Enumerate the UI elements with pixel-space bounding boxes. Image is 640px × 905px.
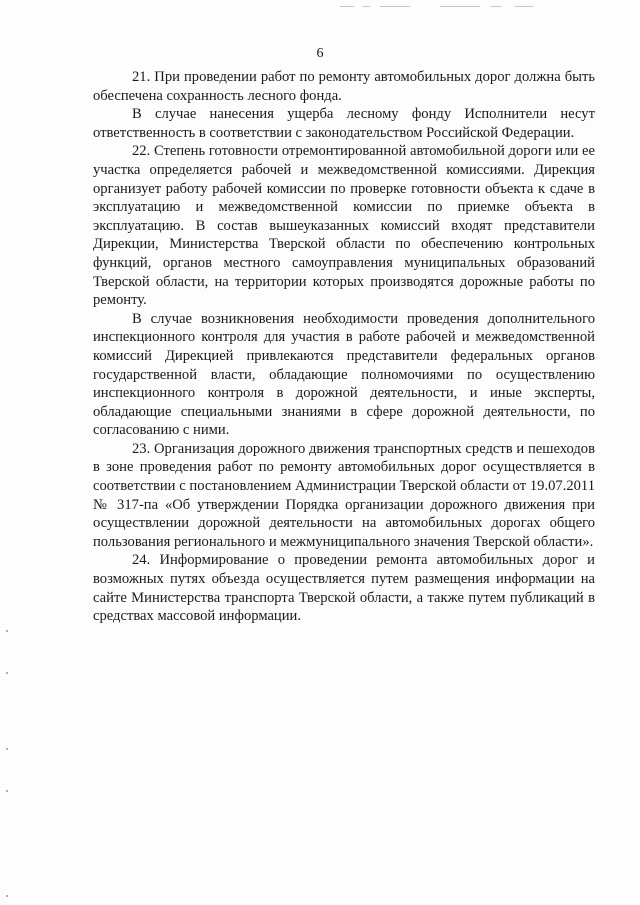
scan-edge-mark (6, 630, 8, 632)
scan-edge-mark (6, 748, 8, 750)
paragraph-23: 23. Организация дорожного движения транспортных средств и пешеходов в зоне проведения работ по ремонту автомобильных дорог осуществляется в соответствии с постановлением Администрации Тверской области от 19.07.2011 № 317-па «Об утверждении Порядка организации дорожного движения при осуществлении дорожной деятельности на автомобильных дорогах общего пользования регионального и межмуниципального значения Тверской области». (93, 440, 595, 550)
paragraph-21: 21. При проведении работ по ремонту автомобильных дорог должна быть обеспечена сохранность лесного фонда. (93, 69, 595, 104)
document-body (93, 68, 595, 626)
page-number: 6 (316, 46, 324, 61)
scan-artifacts (340, 6, 540, 10)
scan-edge-mark (6, 790, 8, 792)
scan-edge-mark (6, 672, 8, 674)
paragraph-24: 24. Информирование о проведении ремонта автомобильных дорог и возможных путях объезда осуществляется путем размещения информации на сайте Министерства транспорта Тверской области, а также путем публикаций в средствах массовой информации. (93, 552, 595, 625)
paragraph-22: 22. Степень готовности отремонтированной автомобильной дороги или ее участка определяется рабочей и межведомственной комиссиями. Дирекция организует работу рабочей комиссии по проверке готовности объекта к сдаче в эксплуатацию и межведомственной комиссии по приемке объекта в эксплуатацию. В состав вышеуказанных комиссий входят представители Дирекции, Министерства Тверской области по обеспечению контрольных функций, органов местного самоуправления муниципальных образований Тверской области, на территории которых производятся дорожные работы по ремонту. (93, 143, 595, 309)
paragraph-21-damage: В случае нанесения ущерба лесному фонду Исполнители несут ответственность в соответствии с законодательством Российской Федерации. (93, 106, 595, 141)
scan-edge-mark (6, 895, 8, 897)
paragraph-22-inspection: В случае возникновения необходимости проведения дополнительного инспекционного контроля для участия в работе рабочей и межведомственной комиссий Дирекцией привлекаются представители федеральных органов государственной власти, обладающие полномочиями по осуществлению инспекционного контроля в дорожной деятельности, и иные эксперты, обладающие специальными знаниями в сфере дорожной деятельности, по согласованию с ними. (93, 310, 595, 439)
